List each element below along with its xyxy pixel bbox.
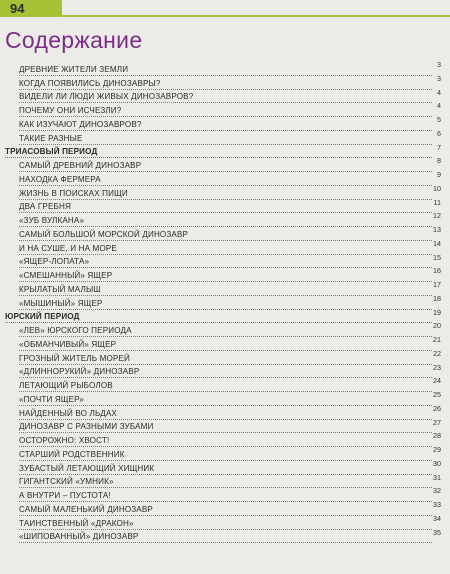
toc-entry[interactable]	[0, 501, 450, 515]
toc-entry-label: КАК ИЗУЧАЮТ ДИНОЗАВРОВ?	[19, 119, 142, 129]
toc-entry[interactable]	[0, 515, 450, 529]
toc-entry-label: САМЫЙ ДРЕВНИЙ ДИНОЗАВР	[19, 161, 142, 170]
toc-entry-page: 13	[433, 225, 441, 234]
toc-entry-page: 35	[433, 527, 441, 537]
toc-entry-label: САМЫЙ БОЛЬШОЙ МОРСКОЙ ДИНОЗАВР	[19, 229, 189, 239]
toc-entry[interactable]	[0, 446, 450, 460]
toc-entry[interactable]	[0, 487, 450, 501]
toc-entry-page: 6	[437, 128, 441, 138]
toc-entry-page: 25	[433, 390, 441, 399]
toc-entry-page: 27	[433, 417, 441, 427]
toc-entry-page: 16	[433, 266, 441, 276]
table-of-contents	[0, 61, 450, 542]
toc-entry-label: ЗУБАСТЫЙ ЛЕТАЮЩИЙ ХИЩНИК	[19, 463, 155, 473]
toc-entry-label: И НА СУШЕ, И НА МОРЕ	[19, 243, 117, 253]
toc-entry-page: 26	[433, 403, 441, 413]
toc-entry-label: ДВА ГРЕБНЯ	[19, 202, 71, 212]
toc-entry[interactable]	[0, 364, 450, 378]
toc-section-label: ЮРСКИЙ ПЕРИОД	[5, 312, 80, 322]
toc-entry-page: 20	[433, 321, 441, 331]
toc-entry-page: 7	[437, 142, 441, 152]
toc-entry[interactable]	[0, 350, 450, 364]
toc-entry-label: ДРЕВНИЕ ЖИТЕЛИ ЗЕМЛИ	[19, 64, 129, 74]
toc-entry[interactable]	[0, 405, 450, 419]
toc-entry-page: 3	[437, 60, 441, 69]
toc-entry-page: 9	[437, 170, 441, 179]
toc-entry[interactable]	[0, 281, 450, 295]
toc-entry-label: ТАКИЕ РАЗНЫЕ	[19, 133, 83, 143]
toc-entry-page: 23	[433, 362, 441, 372]
toc-entry-page: 32	[433, 486, 441, 496]
toc-section-heading[interactable]	[0, 309, 450, 323]
toc-entry-page: 22	[433, 348, 441, 358]
toc-entry[interactable]	[0, 157, 450, 171]
toc-entry-label: НАЙДЕННЫЙ ВО ЛЬДАХ	[19, 408, 117, 418]
toc-entry[interactable]	[0, 474, 450, 488]
toc-entry-page: 18	[433, 293, 441, 303]
toc-entry-label: «ЗУБ ВУЛКАНА»	[19, 216, 85, 225]
toc-entry-page: 3	[437, 73, 441, 83]
toc-entry-page: 12	[433, 211, 441, 221]
toc-entry-page: 17	[433, 280, 441, 289]
toc-entry-page: 33	[433, 500, 441, 509]
toc-entry-page: 11	[433, 197, 441, 207]
toc-entry[interactable]	[0, 199, 450, 213]
toc-entry[interactable]	[0, 75, 450, 89]
toc-entry-page: 5	[437, 115, 441, 124]
toc-entry-page: 15	[433, 252, 441, 262]
toc-entry[interactable]	[0, 529, 450, 543]
toc-entry-label: ГИГАНТСКИЙ «УМНИК»	[19, 477, 114, 487]
toc-entry[interactable]	[0, 226, 450, 240]
toc-entry[interactable]	[0, 295, 450, 309]
toc-entry[interactable]	[0, 61, 450, 75]
toc-entry-page: 4	[437, 87, 441, 97]
toc-entry-label: ТАИНСТВЕННЫЙ «ДРАКОН»	[19, 518, 134, 528]
toc-entry[interactable]	[0, 267, 450, 281]
toc-entry-page: 31	[433, 472, 441, 482]
toc-entry-label: «ЯЩЕР-ЛОПАТА»	[19, 257, 90, 267]
toc-entry[interactable]	[0, 336, 450, 350]
toc-entry-label: «ОБМАНЧИВЫЙ» ЯЩЕР	[19, 339, 117, 349]
toc-entry-page: 14	[433, 238, 441, 248]
toc-entry[interactable]	[0, 322, 450, 336]
toc-entry[interactable]	[0, 212, 450, 226]
toc-entry[interactable]	[0, 171, 450, 185]
toc-entry[interactable]	[0, 460, 450, 474]
toc-entry-page: 8	[437, 156, 441, 166]
toc-entry-label: СТАРШИЙ РОДСТВЕННИК	[19, 449, 125, 459]
toc-entry-page: 29	[433, 445, 441, 454]
toc-entry[interactable]	[0, 89, 450, 103]
header-rule	[62, 15, 450, 17]
toc-entry-label: КРЫЛАТЫЙ МАЛЫШ	[19, 284, 101, 294]
toc-entry-label: НАХОДКА ФЕРМЕРА	[19, 174, 101, 184]
toc-entry-label: «ПОЧТИ ЯЩЕР»	[19, 394, 84, 404]
toc-entry[interactable]	[0, 102, 450, 116]
toc-entry-label: «ШИПОВАННЫЙ» ДИНОЗАВР	[19, 532, 139, 542]
toc-entry[interactable]	[0, 391, 450, 405]
toc-entry[interactable]	[0, 419, 450, 433]
toc-entry-page: 4	[437, 101, 441, 111]
toc-entry[interactable]	[0, 116, 450, 130]
toc-entry-label: КОГДА ПОЯВИЛИСЬ ДИНОЗАВРЫ?	[19, 78, 161, 88]
toc-entry-page: 28	[433, 431, 441, 441]
toc-section-label: ТРИАСОВЫЙ ПЕРИОД	[5, 147, 98, 157]
toc-entry-label: «МЫШИНЫЙ» ЯЩЕР	[19, 298, 103, 308]
page-number-tab	[0, 0, 62, 17]
toc-entry-label: ВИДЕЛИ ЛИ ЛЮДИ ЖИВЫХ ДИНОЗАВРОВ?	[19, 92, 194, 102]
toc-entry-label: «СМЕШАННЫЙ» ЯЩЕР	[19, 271, 113, 280]
toc-entry-page: 10	[433, 183, 441, 193]
toc-entry[interactable]	[0, 240, 450, 254]
toc-entry-label: «ЛЕВ» ЮРСКОГО ПЕРИОДА	[19, 326, 132, 335]
page-title: Содержание	[5, 27, 143, 53]
toc-entry[interactable]	[0, 130, 450, 144]
toc-entry-page: 24	[433, 376, 441, 386]
toc-entry-page: 34	[433, 513, 441, 523]
toc-entry-label: А ВНУТРИ – ПУСТОТА!	[19, 491, 111, 500]
toc-entry-label: ПОЧЕМУ ОНИ ИСЧЕЗЛИ?	[19, 106, 122, 115]
toc-entry-page: 19	[433, 307, 441, 317]
toc-entry[interactable]	[0, 432, 450, 446]
toc-entry[interactable]	[0, 377, 450, 391]
toc-entry[interactable]	[0, 254, 450, 268]
toc-entry-page: 21	[433, 335, 441, 344]
toc-entry-label: ГРОЗНЫЙ ЖИТЕЛЬ МОРЕЙ	[19, 353, 131, 363]
toc-section-heading[interactable]	[0, 144, 450, 158]
toc-entry-label: ДИНОЗАВР С РАЗНЫМИ ЗУБАМИ	[19, 422, 154, 432]
toc-entry-page: 30	[433, 458, 441, 468]
toc-entry-label: «ДЛИННОРУКИЙ» ДИНОЗАВР	[19, 367, 140, 377]
toc-entry-label: ЛЕТАЮЩИЙ РЫБОЛОВ	[19, 381, 113, 390]
toc-entry-label: ЖИЗНЬ В ПОИСКАХ ПИЩИ	[19, 188, 128, 198]
toc-entry-label: САМЫЙ МАЛЕНЬКИЙ ДИНОЗАВР	[19, 504, 153, 514]
page-number: 94	[10, 1, 25, 16]
toc-entry-label: ОСТОРОЖНО: ХВОСТ!	[19, 436, 110, 445]
toc-entry[interactable]	[0, 185, 450, 199]
